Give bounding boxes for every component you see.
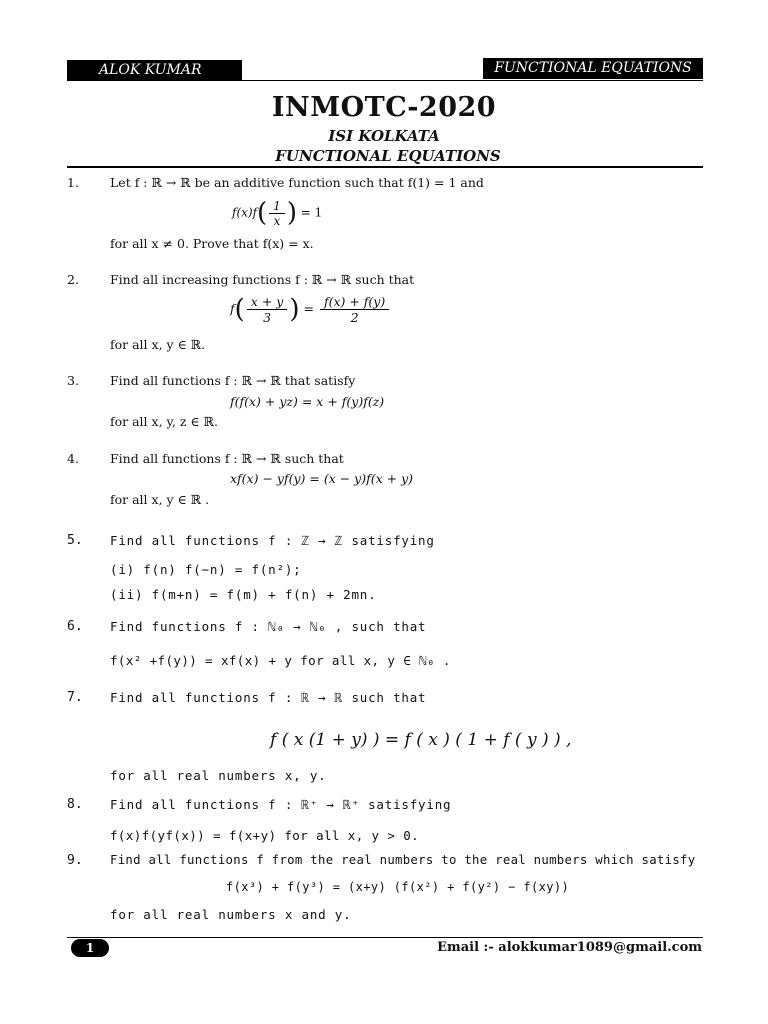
problem-1-condition: for all x ≠ 0. Prove that f(x) = x. (110, 236, 314, 251)
problem-8-number: 8. (67, 797, 83, 812)
page-title: INMOTC-2020 (271, 92, 497, 123)
problem-7-equation: f ( x (1 + y) ) = f ( x ) ( 1 + f ( y ) ) , (270, 730, 572, 750)
problem-2-eq-left-fraction (247, 294, 288, 325)
problem-6-number: 6. (67, 619, 83, 634)
problem-4-statement: Find all functions f : ℝ → ℝ such that (110, 451, 344, 466)
page-number-badge: 1 (71, 939, 109, 957)
problem-3-condition: for all x, y, z ∈ ℝ. (110, 414, 219, 429)
problem-4-equation: xf(x) − yf(y) = (x − y)f(x + y) (230, 471, 414, 486)
page-subtitle-institute: ISI KOLKATA (328, 127, 440, 145)
header-rule (67, 80, 703, 81)
footer-email: Email :- alokkumar1089@gmail.com (437, 940, 702, 955)
problem-3-statement: Find all functions f : ℝ → ℝ that satisfy (110, 373, 356, 388)
problem-9-statement: Find all functions f from the real numbers to the real numbers which satisfy (110, 853, 696, 867)
header-author: ALOK KUMAR (67, 60, 242, 81)
problem-1-eq-fraction (269, 199, 285, 228)
problem-5-statement: Find all functions f : ℤ → ℤ satisfying (110, 533, 435, 548)
problem-2-condition: for all x, y ∈ ℝ. (110, 337, 206, 352)
problem-1-eq-numerator: 1 (269, 199, 285, 214)
problem-5-part-ii: (ii) f(m+n) = f(m) + f(n) + 2mn. (110, 587, 377, 602)
problem-7-condition: for all real numbers x, y. (110, 768, 327, 783)
problem-2-eq-left-denominator: 3 (263, 310, 272, 325)
page-subtitle-topic: FUNCTIONAL EQUATIONS (275, 147, 501, 165)
problem-2-eq-left-numerator: x + y (247, 294, 288, 310)
problem-2-eq-right-denominator: 2 (350, 310, 359, 325)
problem-8-statement: Find all functions f : ℝ⁺ → ℝ⁺ satisfying (110, 797, 452, 812)
problem-5-part-i: (i) f(n) f(−n) = f(n²); (110, 562, 302, 577)
problem-7-number: 7. (67, 690, 83, 705)
problem-4-condition: for all x, y ∈ ℝ . (110, 492, 210, 507)
problem-4-number: 4. (67, 451, 79, 466)
problem-2-eq-f: f (230, 301, 235, 316)
problem-1-eq-denominator: x (273, 213, 281, 228)
problem-2-eq-equals: = (303, 301, 314, 316)
problem-2-eq-right-fraction (320, 294, 389, 325)
problem-1-eq-left: f(x)f (232, 205, 258, 220)
problem-6-equation: f(x² +f(y)) = xf(x) + y for all x, y ∈ ℕ₀ . (110, 653, 451, 668)
problem-3-equation: f(f(x) + yz) = x + f(y)f(z) (230, 394, 385, 409)
problem-1-number: 1. (67, 175, 79, 190)
problem-3-number: 3. (67, 373, 79, 388)
problem-9-condition: for all real numbers x and y. (110, 907, 352, 922)
problem-5-number: 5. (67, 533, 83, 548)
problem-6-statement: Find functions f : ℕ₀ → ℕ₀ , such that (110, 619, 427, 634)
header-topic: FUNCTIONAL EQUATIONS (483, 58, 703, 79)
problem-8-equation: f(x)f(yf(x)) = f(x+y) for all x, y > 0. (110, 828, 420, 843)
problem-1-statement: Let f : ℝ → ℝ be an additive function such that f(1) = 1 and (110, 175, 484, 190)
problem-7-statement: Find all functions f : ℝ → ℝ such that (110, 690, 427, 705)
problem-2-number: 2. (67, 272, 79, 287)
problem-2-statement: Find all increasing functions f : ℝ → ℝ such that (110, 272, 415, 287)
title-rule (67, 166, 703, 168)
problem-1-eq-right: = 1 (300, 205, 323, 220)
footer-rule (67, 937, 703, 938)
problem-2-equation: f( $\frac{x + y}{3}$ ) = $\frac{f(x) + f(y)}{2}$ (230, 294, 391, 325)
problem-9-equation: f(x³) + f(y³) = (x+y) (f(x²) + f(y²) − f(xy)) (226, 880, 570, 894)
problem-1-equation: f(x)f( $\frac{1}{x}$ ) = 1 (232, 198, 323, 228)
problem-9-number: 9. (67, 853, 83, 868)
problem-2-eq-right-numerator: f(x) + f(y) (320, 294, 389, 310)
